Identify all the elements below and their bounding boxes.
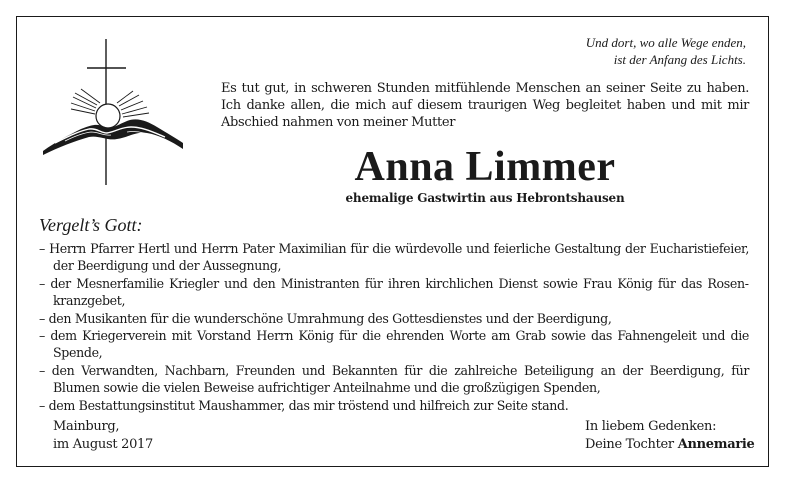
place-city: Mainburg, [53,419,120,434]
closing-signature [585,418,755,454]
motto-line-2: ist der Anfang des Lichts. [613,52,746,67]
list-item: – der Mesnerfamilie Kriegler und den Ministranten für ihren kirchlichen Dienst sowie Frau König für das Rosenkranzgebet, [39,275,749,309]
list-item: – dem Kriegerverein mit Vorstand Herrn König für die ehrenden Worte am Grab sowie das Fahnengeleit und die Spende, [39,328,749,361]
deceased-description: ehemalige Gastwirtin aus Hebrontshausen [345,191,625,205]
obituary-card [16,16,769,467]
list-item: – dem Bestattungsinstitut Maushammer, das mir tröstend und hilfreich zur Seite stand. [39,397,569,413]
motto-line-1: Und dort, wo alle Wege enden, [585,35,746,50]
thanks-list [39,240,749,414]
thanks-heading: Vergelt’s Gott: [39,215,143,235]
deceased-name: Anna Limmer [354,144,616,190]
list-item: – den Musikanten für die wunderschöne Umrahmung des Gottesdienstes und der Beerdigung, [39,310,612,326]
closing-line-2 [585,436,755,454]
list-item: – Herrn Pfarrer Hertl und Herrn Pater Maximilian für die würdevolle und feierliche Gestaltung der Eucharistiefeier, der Beerdigung und der Aussegnung, [39,241,749,274]
motto-quote [586,34,746,68]
intro-text: Es tut gut, in schweren Stunden mitfühlende Menschen an seiner Seite zu haben. Ich danke allen, die mich auf diesem traurigen Weg begleitet haben und mit mir Abschied nahmen von meiner Mutter [221,81,749,130]
closing-prefix: Deine Tochter [585,437,674,452]
closing-line-1: In liebem Gedenken: [585,419,717,434]
list-item: – den Verwandten, Nachbarn, Freunden und Bekannten für die zahlreiche Beteiligung an der Beerdigung, für Blumen sowie die vielen Beweise aufrichtiger Anteilnahme und die großzügigen Spenden, [39,362,749,396]
place-date-line: im August 2017 [53,437,153,452]
place-date [53,418,153,454]
cross-sun-mountains-icon [35,37,185,187]
signer-name: Annemarie [677,437,755,452]
